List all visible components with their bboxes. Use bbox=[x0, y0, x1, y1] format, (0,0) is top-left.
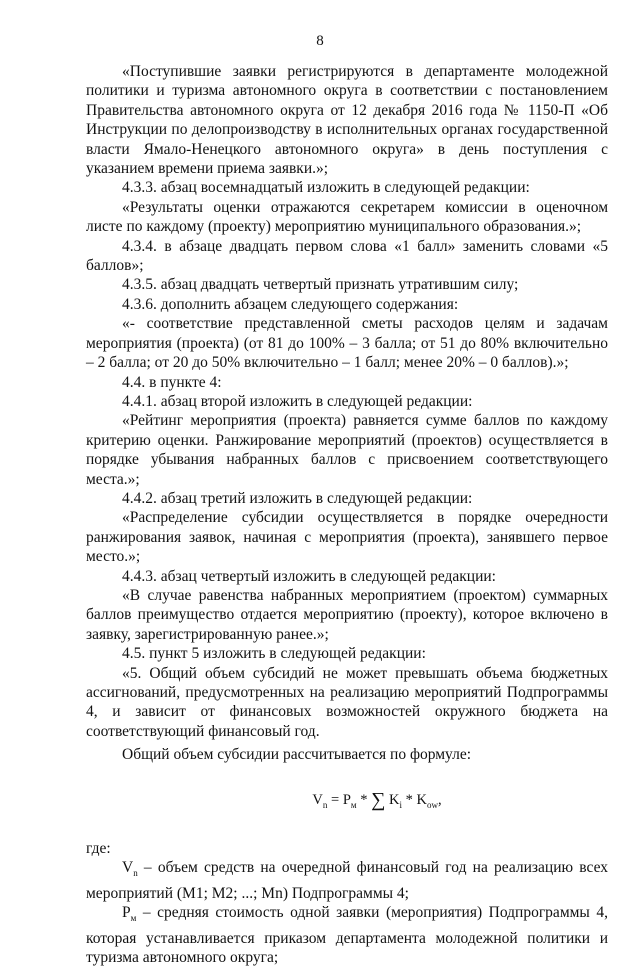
sigma-symbol: ∑ bbox=[371, 788, 386, 811]
paragraph: «Распределение субсидии осуществляется в порядке очередности ранжирования заявок, начиная с мероприятия (проекта), занявшего первое место.»; bbox=[86, 509, 608, 566]
paragraph: «5. Общий объем субсидий не может превышать объема бюджетных ассигнований, предусмотренных на реализацию мероприятий Подпрограммы 4, и зависит от финансовых возможностей окружного бюджета на соответствующий финансовый год. bbox=[86, 664, 608, 740]
formula-lhs: $V_n = P_м$ * bbox=[312, 791, 372, 810]
paragraph: «- соответствие представленной сметы расходов целям и задачам мероприятия (проекта) (от 81 до 100% – 3 балла; от 51 до 80% включительно – 2 балла; от 20 до 50% включительно – 1 балл; менее 20% – 0 баллов).»; bbox=[86, 315, 608, 372]
paragraph: 4.4.2. абзац третий изложить в следующей редакции: bbox=[122, 489, 473, 507]
formula-rhs: $K_i * K_{ow}$, bbox=[385, 791, 442, 810]
paragraph: «Поступившие заявки регистрируются в департаменте молодежной политики и туризма автономного округа в соответствии с постановлением Правительства автономного округа от 12 декабря 2016 года № 1150-П «Об Инструкции по делопроизводству в исполнительных органах государственной власти Ямало-Ненецкого автономного округа» в день поступления с указанием времени приема заявки.»; bbox=[86, 63, 608, 178]
paragraph: 4.3.3. абзац восемнадцатый изложить в следующей редакции: bbox=[122, 179, 530, 197]
where-label: где: bbox=[86, 839, 111, 857]
paragraph: 4.3.5. абзац двадцать четвертый признать утратившим силу; bbox=[122, 276, 519, 294]
paragraph: 4.4.3. абзац четвертый изложить в следующей редакции: bbox=[122, 567, 496, 585]
paragraph: 4.5. пункт 5 изложить в следующей редакции: bbox=[122, 645, 426, 663]
paragraph: «Рейтинг мероприятия (проекта) равняется сумме баллов по каждому критерию оценки. Ранжирование мероприятий (проектов) осуществляется в порядке убывания набранных баллов с присвоением соответствующего места.»; bbox=[86, 412, 608, 488]
paragraph: 4.4.1. абзац второй изложить в следующей редакции: bbox=[122, 392, 473, 410]
paragraph: 4.3.4. в абзаце двадцать первом слова «1 балл» заменить словами «5 баллов»; bbox=[86, 237, 608, 275]
paragraph: «В случае равенства набранных мероприятием (проектом) суммарных баллов преимущество отдается мероприятию (проекту), которое включено в заявку, зарегистрированную ранее.»; bbox=[86, 586, 608, 643]
page-number: 8 bbox=[316, 33, 324, 49]
subsidy-formula bbox=[86, 788, 608, 815]
paragraph: Общий объем субсидии рассчитывается по формуле: bbox=[122, 746, 472, 764]
paragraph: 4.4. в пункте 4: bbox=[122, 373, 222, 391]
paragraph: «Результаты оценки отражаются секретарем комиссии в оценочном листе по каждому (проекту) мероприятию муниципального образования.»; bbox=[86, 198, 608, 236]
definition-pm: $P_м$ – средняя стоимость одной заявки (мероприятия) Подпрограммы 4, которая устанавливается приказом департамента молодежной политики и туризма автономного округа; bbox=[86, 904, 608, 967]
definition-vn: $V_n$ – объем средств на очередной финансовый год на реализацию всех мероприятий (M1; M2; ...; Mn) Подпрограммы 4; bbox=[86, 859, 608, 902]
document-body bbox=[86, 62, 608, 968]
paragraph: 4.3.6. дополнить абзацем следующего содержания: bbox=[122, 295, 459, 313]
